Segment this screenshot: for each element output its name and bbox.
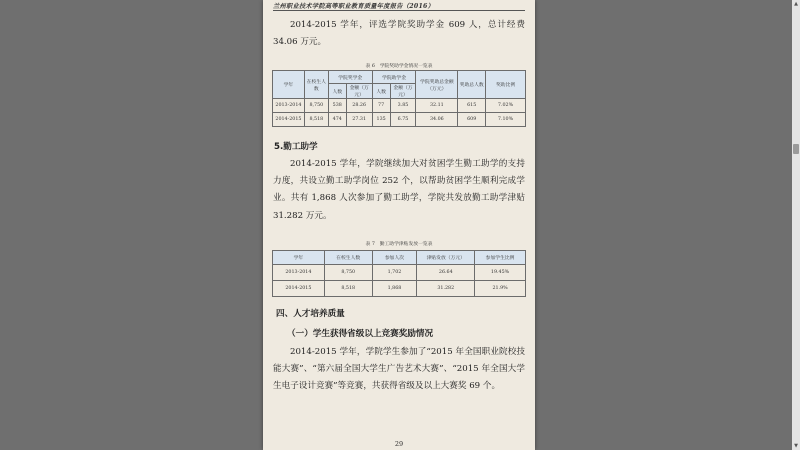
sub-people: 人数 [328,84,346,99]
competitions-paragraph: 2014-2015 学年，学院学生参加了“2015 年全国职业院校技能大赛”、“第六届全国大学生广告艺术大赛”、“2015 年全国大学生电子设计竞赛”等竞赛，共获得省级及以上大赛奖 69 个。 [273,347,525,392]
work-study-table [272,250,526,297]
work-study-paragraph: 2014-2015 学年，学院继续加大对贫困学生勤工助学的支持力度，共设立勤工助学岗位 252 个，以帮助贫困学生顺利完成学业。共有 1,868 人次参加了勤工助学，学院共发放勤工助学津贴 31.282 万元。 [273,159,525,221]
table6-caption: 表 6 学院奖助学金情况一览表 [365,64,433,69]
subsection-heading-competitions: （一）学生获得省级以上竞赛奖励情况 [287,329,434,339]
cell: 2014-2015 [273,281,325,297]
cell: 135 [372,113,390,127]
cell: 609 [458,113,486,127]
cell: 28.26 [346,99,372,113]
col-scholarship: 学院奖学金 [328,71,372,84]
col-total-amount: 学院奖助总金额（万元） [416,71,458,99]
cell: 77 [372,99,390,113]
cell: 19.45% [475,265,526,281]
col-participation-ratio: 参加学生比例 [475,251,526,265]
cell: 1,702 [372,265,417,281]
cell: 21.9% [475,281,526,297]
cell: 8,518 [304,113,328,127]
col-grant: 学院助学金 [372,71,416,84]
cell: 2013-2014 [273,265,325,281]
cell: 26.64 [417,265,475,281]
vertical-scrollbar[interactable] [792,0,800,450]
cell: 31.282 [417,281,475,297]
cell: 3.85 [390,99,416,113]
running-header: 兰州职业技术学院高等职业教育质量年度报告（2016） [273,3,435,10]
col-participants: 参加人次 [372,251,417,265]
cell: 2013-2014 [273,99,305,113]
section-heading-work-study: 5.勤工助学 [274,142,318,152]
intro-paragraph: 2014-2015 学年，评选学院奖助学金 609 人，总计经费 34.06 万元。 [273,20,525,48]
col-ratio: 奖助比例 [486,71,526,99]
scroll-down-arrow-icon[interactable]: ▼ [794,443,798,449]
table-row [273,265,526,281]
cell: 8,518 [324,281,372,297]
col-subsidy: 津贴发放（万元） [417,251,475,265]
sub-people: 人数 [372,84,390,99]
cell: 27.31 [346,113,372,127]
cell: 32.11 [416,99,458,113]
cell: 34.06 [416,113,458,127]
page-number: 29 [394,440,404,448]
cell: 474 [328,113,346,127]
cell: 8,750 [324,265,372,281]
col-year: 学年 [273,251,325,265]
table-row [273,281,526,297]
table7-caption: 表 7 勤工助学津贴发放一览表 [365,242,433,247]
cell: 1,868 [372,281,417,297]
cell: 7.10% [486,113,526,127]
table-row [273,113,526,127]
sub-amount: 金额（万元） [390,84,416,99]
document-page [263,0,535,450]
cell: 615 [458,99,486,113]
scholarship-table [272,70,526,127]
scroll-thumb[interactable] [793,144,799,154]
table-row [273,99,526,113]
cell: 538 [328,99,346,113]
col-enrolled: 在校生人数 [304,71,328,99]
cell: 6.75 [390,113,416,127]
header-rule [273,10,525,11]
col-year: 学年 [273,71,305,99]
cell: 2014-2015 [273,113,305,127]
section-heading-talent-quality: 四、人才培养质量 [276,309,345,319]
cell: 7.02% [486,99,526,113]
col-enrolled: 在校生人数 [324,251,372,265]
scroll-up-arrow-icon[interactable]: ▲ [794,1,798,7]
cell: 8,750 [304,99,328,113]
sub-amount: 金额（万元） [346,84,372,99]
col-total-people: 奖助总人数 [458,71,486,99]
